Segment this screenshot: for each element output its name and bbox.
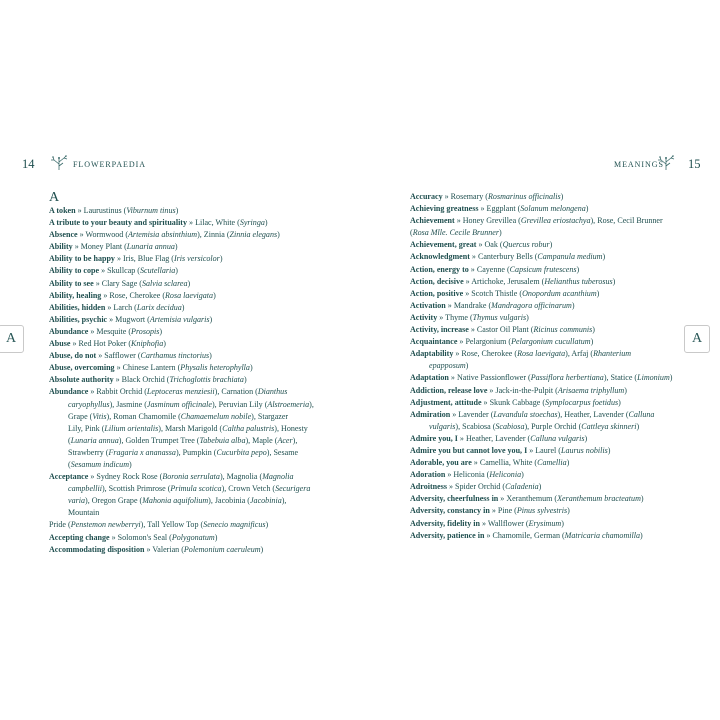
entry-term: Acquaintance <box>410 337 458 347</box>
entry-term: Adoration <box>410 470 446 480</box>
entry-term: Adversity, fidelity in <box>410 518 480 528</box>
entry-term: Action, positive <box>410 288 464 298</box>
list-item: A tribute to your beauty and spirituality » Lilac, White (Syringa) <box>49 218 268 228</box>
right-thumb-tab: A <box>684 325 710 353</box>
list-item: Adversity, patience in » Chamomile, German (Matricaria chamomilla) <box>410 530 643 540</box>
list-item: (Rosa Mlle. Cecile Brunner) <box>410 228 502 238</box>
list-item: Acknowledgment » Canterbury Bells (Campanula medium) <box>410 252 606 262</box>
list-item: Admiration » Lavender (Lavandula stoechas), Heather, Lavender (Calluna vulgaris), Scabiosa (Scabiosa), Purple Orchid (Cattleya skinneri) <box>410 409 655 431</box>
list-item: Action, energy to » Cayenne (Capsicum frutescens) <box>410 264 580 274</box>
entry-term: Achieving greatness <box>410 204 479 214</box>
list-item: Adaptability » Rose, Cherokee (Rosa laevigata), Arfaj (Rhanterium epapposum) <box>410 349 632 371</box>
list-item: Abuse, overcoming » Chinese Lantern (Physalis heterophylla) <box>49 363 253 373</box>
entry-term: Acknowledgment <box>410 252 470 262</box>
list-item: Activity » Thyme (Thymus vulgaris) <box>410 312 529 322</box>
entry-term: Achievement, great <box>410 240 477 250</box>
list-item: Achieving greatness » Eggplant (Solanum melongena) <box>410 204 589 214</box>
list-item: Adoration » Heliconia (Heliconia) <box>410 470 524 480</box>
entry-term: Admire you but cannot love you, I <box>410 445 528 455</box>
list-item: Ability » Money Plant (Lunaria annua) <box>49 242 178 252</box>
list-item: Ability to be happy » Iris, Blue Flag (Iris versicolor) <box>49 254 223 264</box>
entry-term: Activity, increase <box>410 325 469 335</box>
list-item: Acceptance » Sydney Rock Rose (Boronia serrulata), Magnolia (Magnolia campbellii), Scottish Primrose (Primula scotica), Crown Vetch (Securigera varia), Oregon Grape (Mahonia aquifolium), Jacobinia (Jacobinia), Mountain <box>49 472 311 518</box>
list-item: Adaptation » Native Passionflower (Passiflora herbertiana), Statice (Limonium) <box>410 373 673 383</box>
entry-term: Adjustment, attitude <box>410 397 482 407</box>
entry-term: Admiration <box>410 409 451 419</box>
entry-term: Adorable, you are <box>410 458 472 468</box>
entry-term: Ability, healing <box>49 290 102 300</box>
list-item: Action, positive » Scotch Thistle (Onopordum acanthium) <box>410 288 600 298</box>
section-letter: A <box>49 190 60 205</box>
list-item: Activation » Mandrake (Mandragora officinarum) <box>410 300 575 310</box>
entry-term: Abuse <box>49 339 71 349</box>
entry-term: Acceptance <box>49 472 89 482</box>
list-item: Activity, increase » Castor Oil Plant (Ricinus communis) <box>410 325 595 335</box>
list-item: Accommodating disposition » Valerian (Polemonium caeruleum) <box>49 544 264 554</box>
list-item: Abilities, psychic » Mugwort (Artemisia vulgaris) <box>49 314 213 324</box>
list-item: Adjustment, attitude » Skunk Cabbage (Symplocarpus foetidus) <box>410 397 621 407</box>
right-page-number: 15 <box>688 157 701 171</box>
entry-term: Adversity, constancy in <box>410 506 490 516</box>
list-item: Admire you but cannot love you, I » Laurel (Laurus nobilis) <box>410 445 611 455</box>
entry-term: Accommodating disposition <box>49 544 145 554</box>
entry-term: Abundance <box>49 387 89 397</box>
left-page-number: 14 <box>22 157 35 171</box>
list-item: Abundance » Mesquite (Prosopis) <box>49 326 163 336</box>
entry-term: Addiction, release love <box>410 385 488 395</box>
entry-term: A tribute to your beauty and spirituality <box>49 218 188 228</box>
entry-term: Ability to cope <box>49 266 100 276</box>
entry-term: Adaptability <box>410 349 454 359</box>
list-item: Admire you, I » Heather, Lavender (Calluna vulgaris) <box>410 433 588 443</box>
list-item: Adorable, you are » Camellia, White (Camellia) <box>410 458 570 468</box>
list-item: Action, decisive » Artichoke, Jerusalem (Helianthus tuberosus) <box>410 276 616 286</box>
entry-term: Absolute authority <box>49 375 114 385</box>
entry-term: Adroitness <box>410 482 447 492</box>
entry-term: Ability <box>49 242 73 252</box>
list-item: Ability to cope » Skullcap (Scutellaria) <box>49 266 178 276</box>
entry-term: Ability to see <box>49 278 94 288</box>
left-running-head: FLOWERPAEDIA <box>73 160 147 169</box>
list-item: Achievement, great » Oak (Quercus robur) <box>410 240 553 250</box>
list-item: Absolute authority » Black Orchid (Trichoglottis brachiata) <box>49 375 247 385</box>
list-item: Addiction, release love » Jack-in-the-Pulpit (Arisaema triphyllum) <box>410 385 627 395</box>
sprig-icon <box>657 155 675 171</box>
entry-term: Abuse, do not <box>49 351 97 361</box>
entry-term: Adversity, cheerfulness in <box>410 494 499 504</box>
right-column <box>410 191 710 542</box>
list-item: Adversity, constancy in » Pine (Pinus sylvestris) <box>410 506 570 516</box>
entry-term: Abuse, overcoming <box>49 363 115 373</box>
entry-term: Absence <box>49 230 78 240</box>
entry-term: Action, energy to <box>410 264 469 274</box>
list-item: Accepting change » Solomon's Seal (Polygonatum) <box>49 532 218 542</box>
entry-term: Abilities, psychic <box>49 314 108 324</box>
entry-term: Accepting change <box>49 532 110 542</box>
entry-term: Achievement <box>410 216 455 226</box>
list-item: Acquaintance » Pelargonium (Pelargonium cucullatum) <box>410 337 594 347</box>
entry-term: Accuracy <box>410 192 443 201</box>
entry-term: Abilities, hidden <box>49 302 106 312</box>
list-item: Ability, healing » Rose, Cherokee (Rosa laevigata) <box>49 290 216 300</box>
left-thumb-tab: A <box>0 325 24 353</box>
entry-term: Ability to be happy <box>49 254 115 264</box>
list-item: Accuracy » Rosemary (Rosmarinus officinalis) <box>410 192 564 201</box>
entry-term: Adversity, patience in <box>410 530 485 540</box>
list-item: Abuse, do not » Safflower (Carthamus tinctorius) <box>49 351 212 361</box>
list-item: Pride (Penstemon newberryi), Tall Yellow Top (Senecio magnificus) <box>49 520 269 530</box>
entry-term: Abundance <box>49 326 89 336</box>
list-item: Abundance » Rabbit Orchid (Leptoceras menziesii), Carnation (Dianthus caryophyllus), Jasmine (Jasminum officinale), Peruvian Lily (Alstroemeria), Grape (Vitis), Roman Chamomile (Chamaemelum nobile), Stargazer Lily, Pink (Lilium orientalis), Marsh Marigold (Caltha palustris), Honesty (Lunaria annua), Golden Trumpet Tree (Tabebuia alba), Maple (Acer), Strawberry (Fragaria x ananassa), Pumpkin (Cucurbita pepo), Sesame (Sesamum indicum) <box>49 387 314 469</box>
entry-term: Activity <box>410 312 438 322</box>
sprig-icon <box>50 155 68 171</box>
left-column <box>49 191 349 556</box>
entry-term: Adaptation <box>410 373 449 383</box>
list-item: Adroitness » Spider Orchid (Caladenia) <box>410 482 542 492</box>
list-item: Achievement » Honey Grevillea (Grevillea eriostachya), Rose, Cecil Brunner <box>410 216 663 226</box>
list-item: Adversity, fidelity in » Wallflower (Erysimum) <box>410 518 564 528</box>
list-item: Adversity, cheerfulness in » Xeranthemum (Xeranthemum bracteatum) <box>410 494 644 504</box>
list-item: Absence » Wormwood (Artemisia absinthium), Zinnia (Zinnia elegans) <box>49 230 280 240</box>
right-running-head: MEANINGS <box>614 160 664 169</box>
entry-term: Action, decisive <box>410 276 464 286</box>
list-item: A token » Laurustinus (Viburnum tinus) <box>49 206 179 215</box>
list-item: Abuse » Red Hot Poker (Kniphofia) <box>49 339 166 349</box>
list-item: Abilities, hidden » Larch (Larix decidua) <box>49 302 185 312</box>
entry-term: Admire you, I <box>410 433 458 443</box>
entry-term: A token <box>49 206 76 215</box>
entry-term: Activation <box>410 300 446 310</box>
list-item: Ability to see » Clary Sage (Salvia sclarea) <box>49 278 191 288</box>
